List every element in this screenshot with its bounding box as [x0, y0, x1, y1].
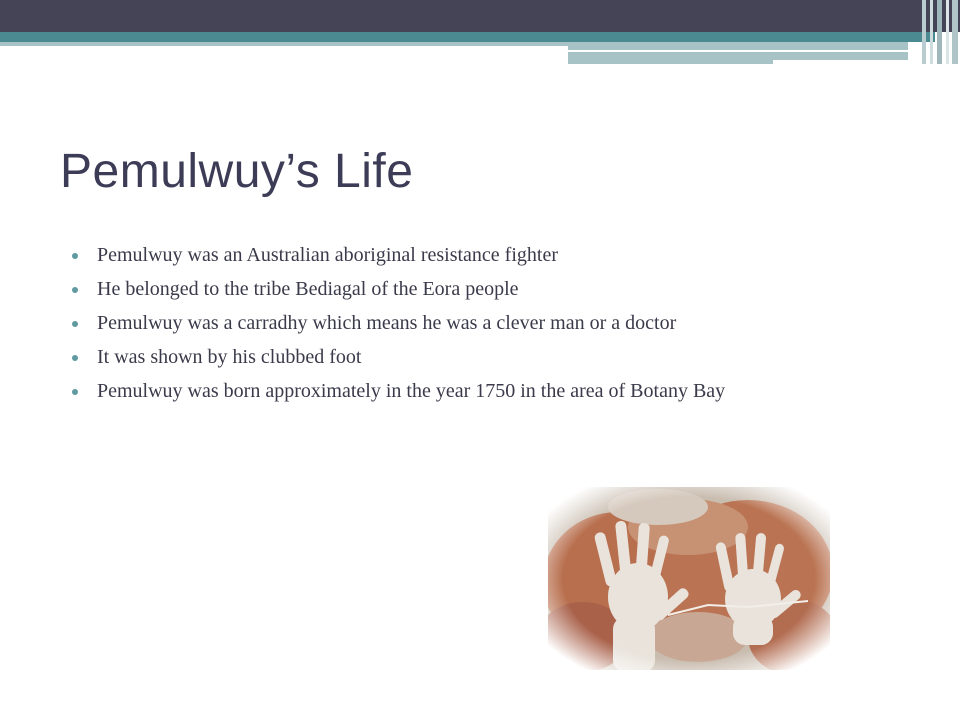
- bullet-dot-icon: [72, 389, 78, 395]
- bullet-text: Pemulwuy was an Australian aboriginal resistance fighter: [97, 244, 558, 266]
- header-band-light-lower: [568, 52, 773, 64]
- header-band-teal: [0, 32, 935, 42]
- hand-stencil-rock-art-image: [548, 487, 830, 670]
- header-band-light: [0, 42, 568, 46]
- bullet-dot-icon: [72, 355, 78, 361]
- slide-title: Pemulwuy’s Life: [60, 145, 414, 198]
- header-band-light-right: [568, 42, 908, 50]
- bullet-dot-icon: [72, 321, 78, 327]
- bullet-text: Pemulwuy was a carradhy which means he was a clever man or a doctor: [97, 312, 677, 334]
- bullet-item: [72, 244, 872, 267]
- bullet-dot-icon: [72, 287, 78, 293]
- bullet-item: [72, 346, 872, 369]
- bullet-text: It was shown by his clubbed foot: [97, 346, 362, 368]
- header-band-light-lower-right: [773, 52, 908, 60]
- bullet-list: [72, 244, 872, 414]
- bullet-text: Pemulwuy was born approximately in the year 1750 in the area of Botany Bay: [97, 380, 726, 402]
- bullet-item: [72, 312, 872, 335]
- header-band-dark: [0, 0, 960, 32]
- header-stripes-decoration: [920, 0, 960, 64]
- bullet-item: [72, 380, 872, 403]
- bullet-dot-icon: [72, 253, 78, 259]
- bullet-item: [72, 278, 872, 301]
- bullet-text: He belonged to the tribe Bediagal of the Eora people: [97, 278, 519, 300]
